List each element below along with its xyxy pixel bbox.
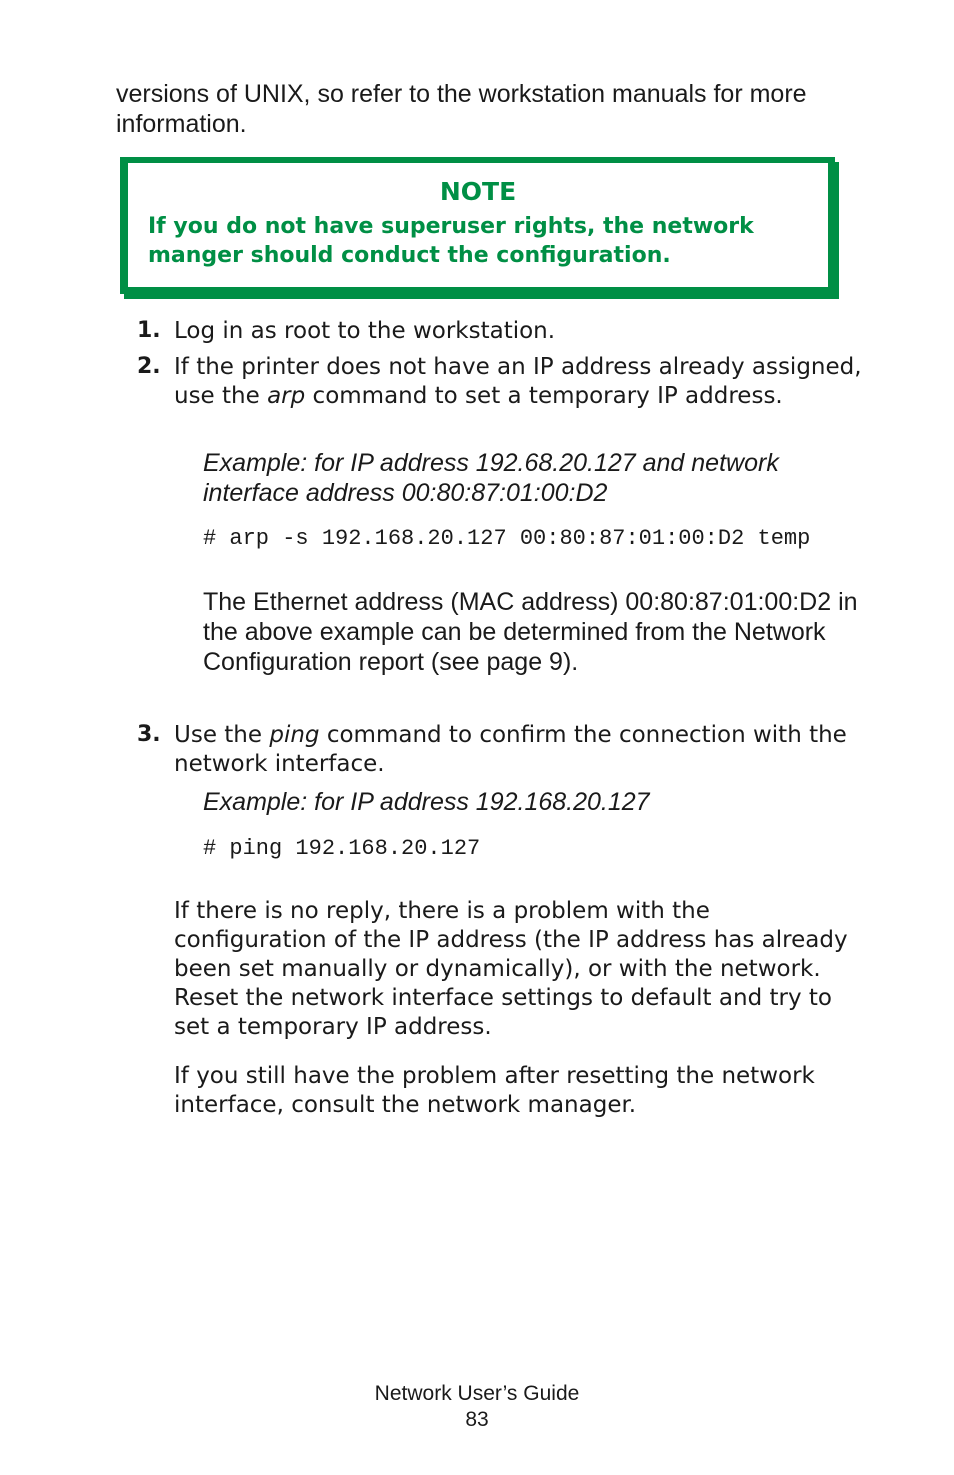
step-2-text-before: If the printer does not have an IP address already assigned, use the xyxy=(174,354,862,409)
step-2-example: Example: for IP address 192.68.20.127 and network interface address 00:80:87:01:00:D2 xyxy=(203,449,779,507)
step-text-2 xyxy=(174,353,864,411)
intro-paragraph: versions of UNIX, so refer to the workstation manuals for more information. xyxy=(116,80,807,138)
note-title: NOTE xyxy=(439,177,517,206)
step-3-text-after: command to confirm the connection with the network interface. xyxy=(174,722,847,777)
arp-code-block: # arp -s 192.168.20.127 00:80:87:01:00:D2 temp xyxy=(203,526,811,551)
mac-explanation: The Ethernet address (MAC address) 00:80:87:01:00:D2 in the above example can be determined from the Network Configuration report (see page 9). xyxy=(203,588,858,676)
page-number: 83 xyxy=(465,1408,489,1431)
step-3-text-before: Use the xyxy=(174,722,270,748)
step-2-text-after: command to set a temporary IP address. xyxy=(305,383,783,409)
ping-code-block: # ping 192.168.20.127 xyxy=(203,836,481,861)
note-text: If you do not have superuser rights, the network manger should conduct the configuration. xyxy=(148,214,754,268)
footer-title: Network User’s Guide xyxy=(374,1382,580,1405)
step-3-example: Example: for IP address 192.168.20.127 xyxy=(203,788,650,816)
troubleshoot-paragraph-1: If there is no reply, there is a problem with the configuration of the IP address (the IP address has already been set manually or dynamically), or with the network. Reset the network interface settings to default and try to set a temporary IP address. xyxy=(174,898,848,1040)
arp-command: arp xyxy=(267,383,306,409)
troubleshoot-paragraph-2: If you still have the problem after resetting the network interface, consult the network manager. xyxy=(174,1063,815,1118)
step-text-1: Log in as root to the workstation. xyxy=(174,318,556,344)
step-text-3 xyxy=(174,721,864,779)
note-box xyxy=(120,157,835,294)
step-number-1: 1. xyxy=(137,318,161,343)
ping-command: ping xyxy=(269,722,320,748)
step-number-2: 2. xyxy=(137,354,161,379)
step-number-3: 3. xyxy=(137,722,161,747)
